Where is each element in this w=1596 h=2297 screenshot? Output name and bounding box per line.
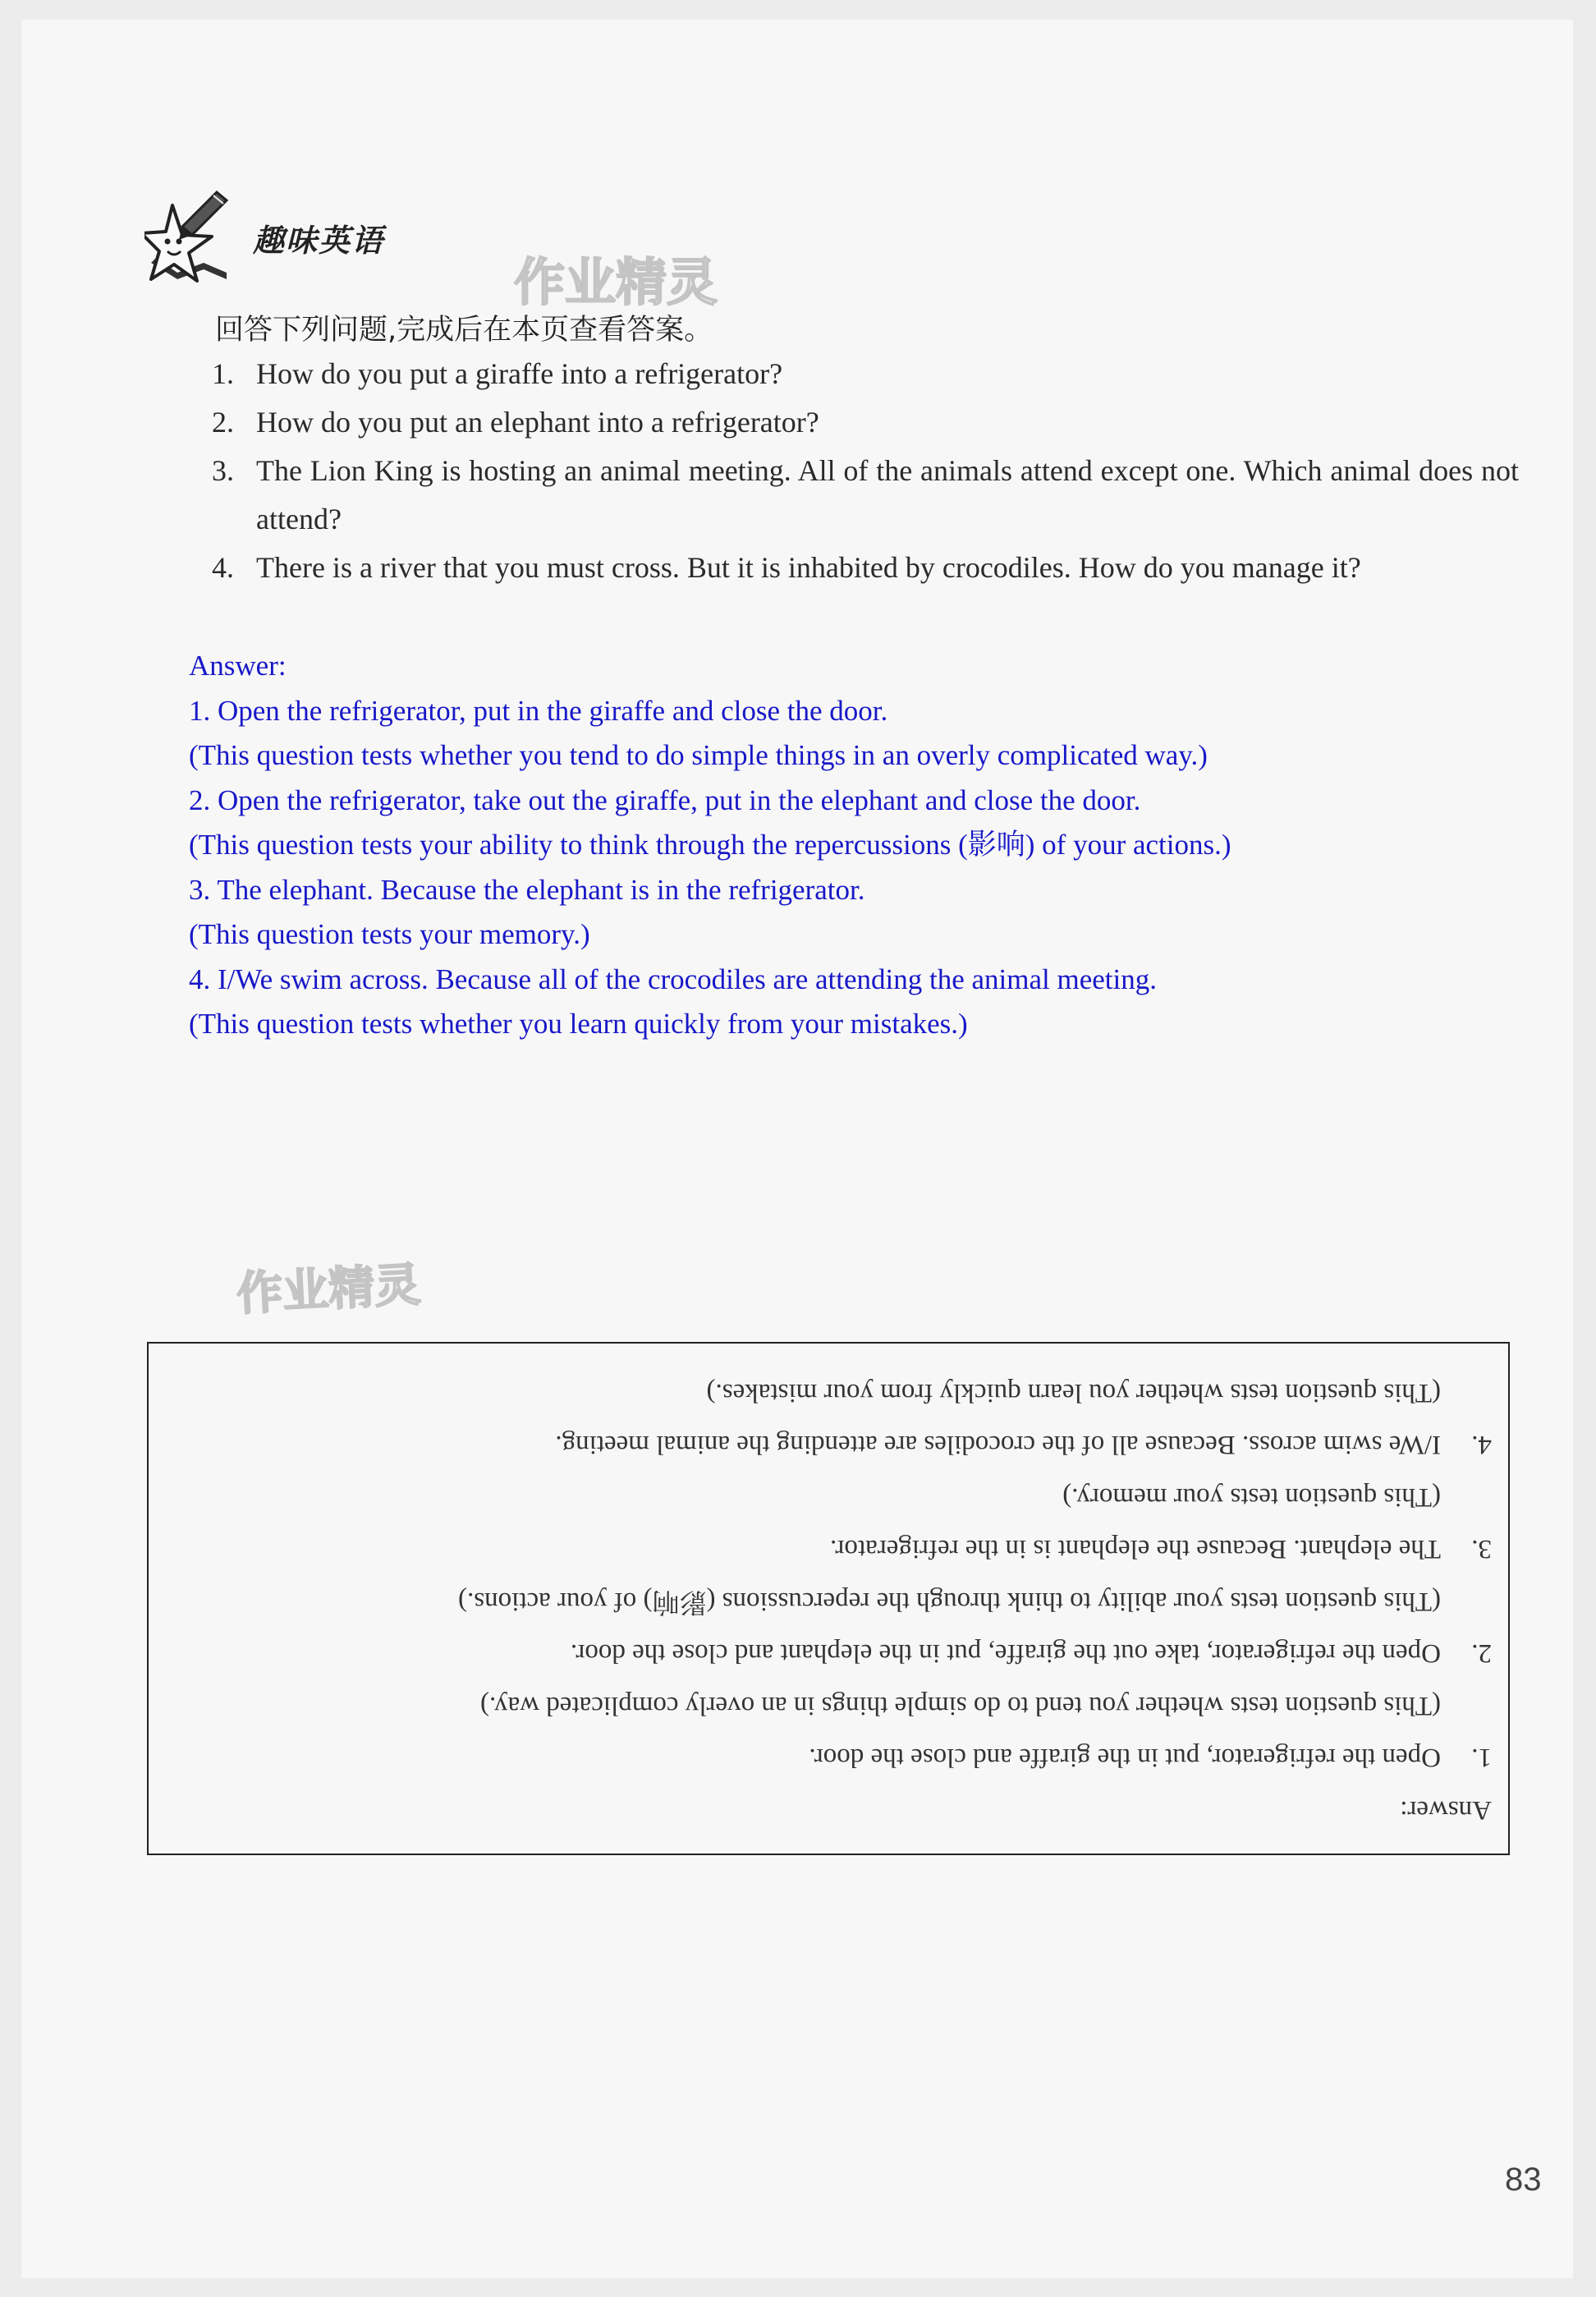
answer-line: 4. I/We swim across. Because all of the crocodiles are attending the animal meeting.	[189, 962, 1157, 995]
question-text: How do you put an elephant into a refrigerator?	[256, 406, 819, 439]
section-title: 趣味英语	[253, 223, 385, 259]
question-number: 3.	[212, 454, 234, 487]
answer-line: (This question tests your memory.)	[189, 918, 590, 950]
page	[21, 20, 1573, 2278]
answer-box-title: Answer:	[1400, 1795, 1492, 1825]
answer-section	[189, 644, 1535, 1047]
question-item	[212, 544, 1519, 592]
question-number: 4.	[212, 551, 234, 584]
answer-box-number: 3.	[1471, 1534, 1492, 1564]
question-list	[212, 350, 1519, 592]
answer-box-note: (This question tests whether you tend to do simple things in an overly complicated way.)	[479, 1691, 1441, 1720]
question-item	[212, 398, 1519, 447]
answer-box-answer: I/We swim across. Because all of the crocodiles are attending the animal meeting.	[555, 1430, 1441, 1460]
answer-box-answer: Open the refrigerator, put in the giraffe and close the door.	[809, 1743, 1441, 1773]
watermark: 作业精灵	[235, 1258, 422, 1321]
answer-box-number: 4.	[1471, 1430, 1492, 1460]
question-text: There is a river that you must cross. But it is inhabited by crocodiles. How do you manage it?	[256, 551, 1361, 584]
answer-box-answer: Open the refrigerator, take out the giraffe, put in the elephant and close the door.	[570, 1638, 1441, 1669]
answer-line: 3. The elephant. Because the elephant is in the refrigerator.	[189, 873, 865, 906]
answer-box-number: 2.	[1471, 1638, 1492, 1669]
watermark: 作业精灵	[514, 252, 718, 312]
answer-box-note: (This question tests your ability to think through the repercussions (影响) of your actions.)	[458, 1587, 1441, 1616]
answer-box-line	[181, 1731, 1492, 1784]
answer-line: (This question tests whether you tend to do simple things in an overly complicated way.)	[189, 739, 1208, 771]
answer-box-note: (This question tests whether you learn quickly from your mistakes.)	[706, 1378, 1441, 1408]
flipped-answer-content	[149, 1344, 1508, 1854]
answer-line: (This question tests your ability to think through the repercussions (影响) of your actions.)	[189, 829, 1231, 861]
question-item	[212, 447, 1519, 544]
instruction-text: 回答下列问题,完成后在本页查看答案。	[215, 314, 713, 347]
answer-title: Answer:	[189, 650, 287, 682]
answer-line: 1. Open the refrigerator, put in the giraffe and close the door.	[189, 694, 888, 727]
answer-box-note: (This question tests your memory.)	[1062, 1482, 1441, 1512]
answer-box-line	[181, 1418, 1492, 1471]
question-text: The Lion King is hosting an animal meeting. All of the animals attend except one. Which animal does not attend?	[256, 454, 1519, 535]
answer-box-line	[181, 1627, 1492, 1679]
answer-box-number: 1.	[1471, 1743, 1492, 1773]
question-item	[212, 350, 1519, 398]
answer-box-line	[181, 1523, 1492, 1575]
question-number: 2.	[212, 406, 234, 439]
page-number: 83	[1505, 2161, 1542, 2198]
answer-line: (This question tests whether you learn quickly from your mistakes.)	[189, 1008, 968, 1040]
question-number: 1.	[212, 357, 234, 390]
question-text: How do you put a giraffe into a refrigerator?	[256, 357, 783, 390]
answer-line: 2. Open the refrigerator, take out the giraffe, put in the elephant and close the door.	[189, 783, 1141, 816]
upside-down-answer-box	[147, 1342, 1510, 1855]
answer-box-answer: The elephant. Because the elephant is in the refrigerator.	[829, 1534, 1441, 1564]
pencil-book-star-icon	[144, 187, 251, 294]
